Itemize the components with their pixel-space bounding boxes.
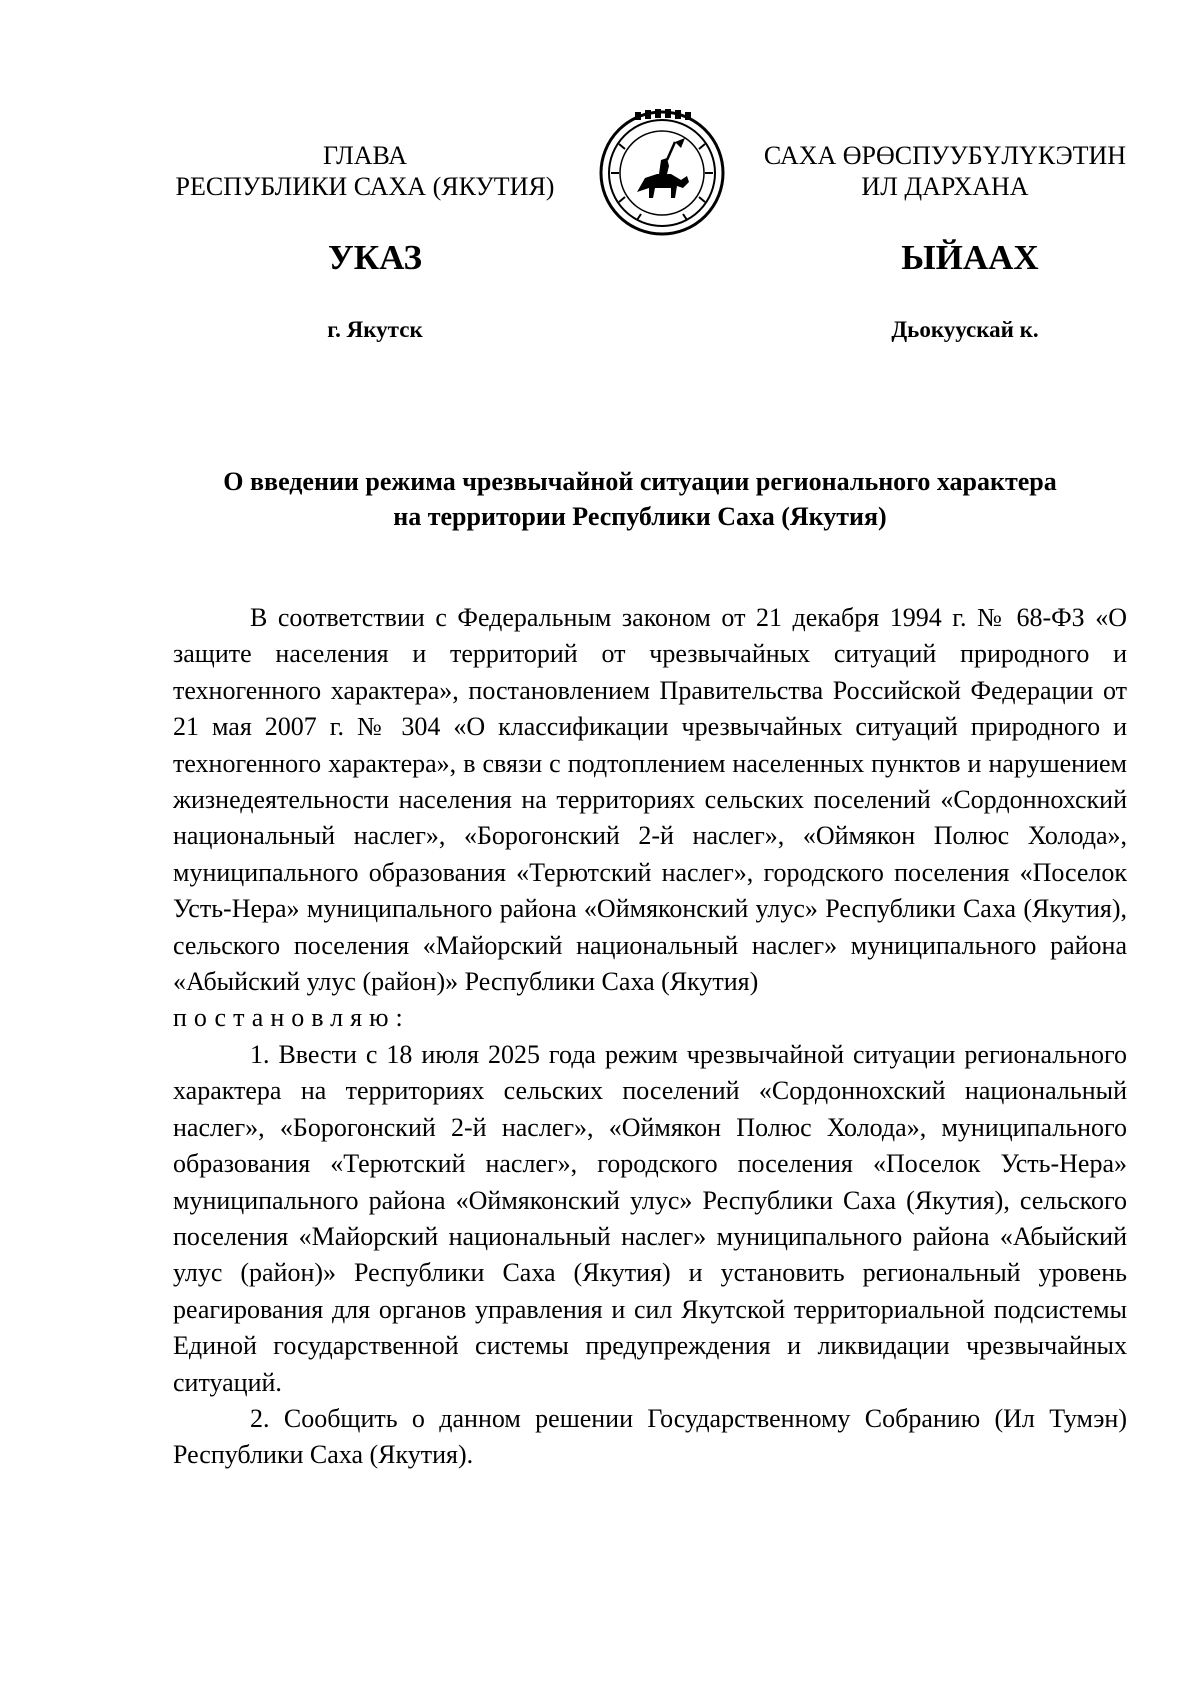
decree-heading-sakha: ЫЙААХ [901, 238, 1039, 277]
decree-heading-ru: УКАЗ [328, 238, 422, 277]
city-sakha: Дьокуускай к. [891, 317, 1039, 342]
header-right [750, 140, 1140, 202]
decree-word: постановляю: [173, 1003, 410, 1033]
header-left-line1: ГЛАВА [323, 141, 407, 170]
document-body [173, 600, 1127, 1474]
document-title [150, 464, 1130, 534]
header-left-line2: РЕСПУБЛИКИ САХА (ЯКУТИЯ) [175, 172, 555, 201]
document-title-line2: на территории Республики Саха (Якутия) [393, 502, 887, 531]
city-ru: г. Якутск [327, 317, 423, 342]
coat-of-arms-emblem-icon [597, 108, 727, 238]
header-right-line2: ИЛ ДАРХАНА [861, 172, 1029, 201]
clause-1: 1. Ввести с 18 июля 2025 года режим чрезвычайной ситуации регионального характера на территориях сельских поселений «Сордоннохский национальный наслег», «Борогонский 2-й наслег», «Оймякон Полюс Холода», муниципального образования «Терютский наслег», городского поселения «Поселок Усть-Нера» муниципального района «Оймяконский улус» Республики Саха (Якутия), сельского поселения «Майорский национальный наслег» муниципального района «Абыйский улус (район)» Республики Саха (Якутия) и установить региональный уровень реагирования для органов управления и сил Якутской территориальной подсистемы Единой государственной системы предупреждения и ликвидации чрезвычайных ситуаций. [173, 1039, 1127, 1397]
preamble-paragraph: В соответствии с Федеральным законом от 21 декабря 1994 г. № 68-ФЗ «О защите населения и территорий от чрезвычайных ситуаций природного и техногенного характера», постановлением Правительства Российской Федерации от 21 мая 2007 г. № 304 «О классификации чрезвычайных ситуаций природного и техногенного характера», в связи с подтоплением населенных пунктов и нарушением жизнедеятельности населения на территориях сельских поселений «Сордоннохский национальный наслег», «Борогонский 2-й наслег», «Оймякон Полюс Холода», муниципального образования «Терютский наслег», городского поселения «Поселок Усть-Нера» муниципального района «Оймяконский улус» Республики Саха (Якутия), сельского поселения «Майорский национальный наслег» муниципального района «Абыйский улус (район)» Республики Саха (Якутия) [173, 603, 1127, 997]
header-left [150, 140, 580, 202]
clause-2: 2. Сообщить о данном решении Государственному Собранию (Ил Тумэн) Республики Саха (Якутия). [173, 1403, 1127, 1470]
document-title-line1: О введении режима чрезвычайной ситуации регионального характера [223, 467, 1057, 496]
header-right-line1: САХА ӨРӨСПУУБҮЛҮКЭТИН [763, 141, 1127, 170]
